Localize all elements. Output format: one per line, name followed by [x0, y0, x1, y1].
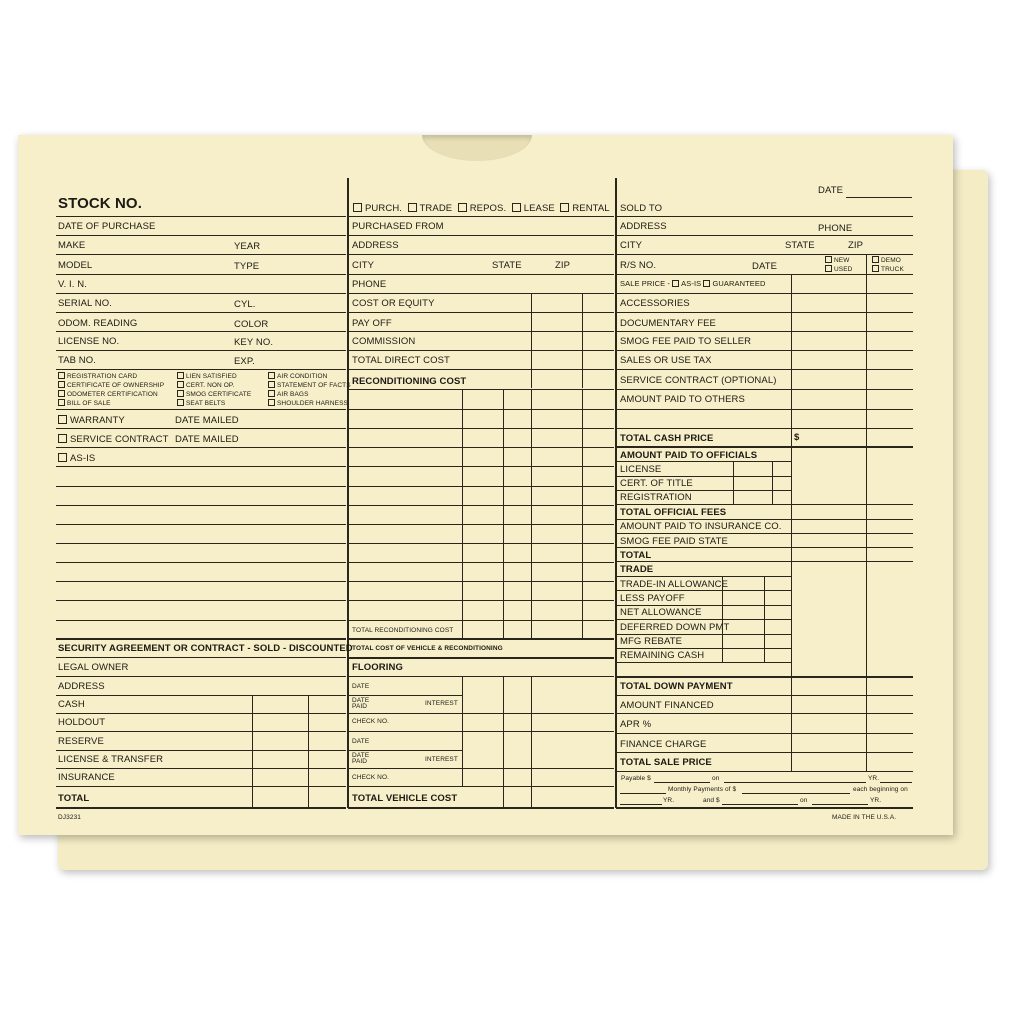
exp-label: EXP.	[234, 356, 255, 367]
apr-label: APR %	[620, 719, 652, 730]
date-of-purchase-label: DATE OF PURCHASE	[58, 221, 156, 232]
doc-checkbox[interactable]: STATEMENT OF FACTS	[268, 381, 351, 390]
doc-checkbox[interactable]: CERT. NON OP.	[177, 381, 234, 390]
sale-price-label[interactable]: SALE PRICE - AS-IS GUARANTEED	[620, 279, 766, 288]
warranty-checkbox[interactable]: WARRANTY	[58, 415, 125, 426]
mid-city-label: CITY	[352, 260, 375, 271]
license-transfer-label: LICENSE & TRANSFER	[58, 754, 164, 765]
insurance-label: INSURANCE	[58, 772, 115, 783]
dollar-sign: $	[794, 432, 800, 443]
flooring-date-label-2: DATE	[352, 738, 370, 745]
trade-heading: TRADE	[620, 564, 654, 575]
make-label: MAKE	[58, 240, 86, 251]
deferred-label: DEFERRED DOWN PMT	[620, 622, 730, 633]
net-allowance-label: NET ALLOWANCE	[620, 607, 702, 618]
odom-label: ODOM. READING	[58, 318, 138, 329]
right-total-label: TOTAL	[620, 550, 652, 561]
model-label: MODEL	[58, 260, 93, 271]
less-payoff-label: LESS PAYOFF	[620, 593, 685, 604]
reserve-label: RESERVE	[58, 736, 104, 747]
monthly-payments-label: Monthly Payments of $	[668, 786, 737, 793]
smog-seller-label: SMOG FEE PAID TO SELLER	[620, 336, 752, 347]
doc-checkbox[interactable]: AIR BAGS	[268, 390, 309, 399]
flooring-heading: FLOORING	[352, 662, 403, 673]
doc-checkbox[interactable]: REGISTRATION CARD	[58, 372, 137, 381]
date-paid-label: DATE PAID	[352, 697, 370, 710]
as-is-checkbox[interactable]: AS-IS	[58, 453, 95, 464]
interest-label: INTEREST	[425, 700, 458, 707]
doc-checkbox[interactable]: BILL OF SALE	[58, 399, 111, 408]
license-label: LICENSE	[620, 464, 662, 475]
amount-financed-label: AMOUNT FINANCED	[620, 700, 714, 711]
cert-title-label: CERT. OF TITLE	[620, 478, 693, 489]
date-label: DATE	[818, 185, 844, 196]
service-contract-checkbox[interactable]: SERVICE CONTRACT	[58, 434, 169, 445]
holdout-label: HOLDOUT	[58, 717, 106, 728]
type-checkboxes[interactable]: PURCH. TRADE REPOS. LEASE RENTAL	[353, 203, 610, 214]
on-label-2: on	[800, 797, 808, 804]
remaining-cash-label: REMAINING CASH	[620, 650, 705, 661]
security-agreement-heading: SECURITY AGREEMENT OR CONTRACT - SOLD - DISCOUNTED	[58, 643, 353, 654]
right-zip-label: ZIP	[848, 240, 864, 251]
total-cost-vehicle-recon-label: TOTAL COST OF VEHICLE & RECONDITIONING	[352, 645, 503, 652]
right-phone-label: PHONE	[818, 223, 853, 234]
flooring-date-label: DATE	[352, 683, 370, 690]
interest-label-2: INTEREST	[425, 756, 458, 763]
doc-checkbox[interactable]: SMOG CERTIFICATE	[177, 390, 251, 399]
doc-fee-label: DOCUMENTARY FEE	[620, 318, 716, 329]
right-state-label: STATE	[785, 240, 815, 251]
type-label: TYPE	[234, 261, 260, 272]
key-no-label: KEY NO.	[234, 337, 274, 348]
vin-label: V. I. N.	[58, 279, 87, 290]
yr-label-2: YR.	[663, 797, 675, 804]
yr-label-3: YR.	[870, 797, 882, 804]
total-label: TOTAL	[58, 793, 90, 804]
right-city-label: CITY	[620, 240, 643, 251]
and-label: and $	[703, 797, 720, 804]
total-direct-cost-label: TOTAL DIRECT COST	[352, 355, 450, 366]
date-mailed-label: DATE MAILED	[175, 434, 239, 445]
paid-others-label: AMOUNT PAID TO OTHERS	[620, 394, 745, 405]
reconditioning-cost-heading: RECONDITIONING COST	[352, 376, 467, 387]
each-beginning-label: each beginning on	[853, 786, 908, 793]
check-no-label: CHECK NO.	[352, 718, 390, 725]
smog-state-label: SMOG FEE PAID STATE	[620, 536, 728, 547]
total-cash-price-label: TOTAL CASH PRICE	[620, 433, 714, 444]
doc-checkbox[interactable]: CERTIFICATE OF OWNERSHIP	[58, 381, 164, 390]
tab-no-label: TAB NO.	[58, 355, 96, 366]
form-number: DJ3231	[58, 814, 82, 821]
year-label: YEAR	[234, 241, 261, 252]
truck-checkbox[interactable]: TRUCK	[872, 265, 904, 274]
mid-address-label: ADDRESS	[352, 240, 399, 251]
doc-checkbox[interactable]: LIEN SATISFIED	[177, 372, 237, 381]
license-no-label: LICENSE NO.	[58, 336, 120, 347]
on-label: on	[712, 775, 720, 782]
paid-insurance-label: AMOUNT PAID TO INSURANCE CO.	[620, 521, 782, 532]
doc-checkbox[interactable]: SHOULDER HARNESS	[268, 399, 348, 408]
serial-no-label: SERIAL NO.	[58, 298, 112, 309]
purchased-from-label: PURCHASED FROM	[352, 221, 444, 232]
cyl-label: CYL.	[234, 299, 256, 310]
pay-off-label: PAY OFF	[352, 318, 392, 329]
yr-label: YR.	[868, 775, 880, 782]
doc-checkbox[interactable]: SEAT BELTS	[177, 399, 225, 408]
sold-to-label: SOLD TO	[620, 203, 663, 214]
cost-equity-label: COST OR EQUITY	[352, 298, 435, 309]
demo-checkbox[interactable]: DEMO	[872, 256, 901, 265]
rs-date-label: DATE	[752, 261, 778, 272]
finance-charge-label: FINANCE CHARGE	[620, 739, 707, 750]
date-paid-label-2: DATE PAID	[352, 752, 370, 765]
trade-in-label: TRADE-IN ALLOWANCE	[620, 579, 729, 590]
cash-label: CASH	[58, 699, 85, 710]
new-checkbox[interactable]: NEW	[825, 256, 849, 265]
check-no-label-2: CHECK NO.	[352, 774, 390, 781]
total-recon-cost-label: TOTAL RECONDITIONING COST	[352, 627, 454, 634]
doc-checkbox[interactable]: AIR CONDITION	[268, 372, 327, 381]
sales-tax-label: SALES OR USE TAX	[620, 355, 712, 366]
total-vehicle-cost-label: TOTAL VEHICLE COST	[352, 793, 458, 804]
made-in-usa: MADE IN THE U.S.A.	[832, 814, 897, 821]
total-down-payment-label: TOTAL DOWN PAYMENT	[620, 681, 733, 692]
right-address-label: ADDRESS	[620, 221, 667, 232]
accessories-label: ACCESSORIES	[620, 298, 690, 309]
date-mailed-label: DATE MAILED	[175, 415, 239, 426]
registration-label: REGISTRATION	[620, 492, 692, 503]
address-label: ADDRESS	[58, 681, 105, 692]
color-label: COLOR	[234, 319, 269, 330]
total-official-fees-label: TOTAL OFFICIAL FEES	[620, 507, 727, 518]
mid-phone-label: PHONE	[352, 279, 387, 290]
mfg-rebate-label: MFG REBATE	[620, 636, 683, 647]
used-checkbox[interactable]: USED	[825, 265, 852, 274]
doc-checkbox[interactable]: ODOMETER CERTIFICATION	[58, 390, 158, 399]
payable-label: Payable $	[621, 775, 651, 782]
mid-zip-label: ZIP	[555, 260, 571, 271]
service-contract-optional-label: SERVICE CONTRACT (OPTIONAL)	[620, 375, 777, 386]
total-sale-price-label: TOTAL SALE PRICE	[620, 757, 712, 768]
commission-label: COMMISSION	[352, 336, 416, 347]
paid-officials-heading: AMOUNT PAID TO OFFICIALS	[620, 450, 758, 461]
stock-no-label: STOCK NO.	[58, 195, 142, 212]
legal-owner-label: LEGAL OWNER	[58, 662, 129, 673]
rs-no-label: R/S NO.	[620, 260, 657, 271]
mid-state-label: STATE	[492, 260, 522, 271]
